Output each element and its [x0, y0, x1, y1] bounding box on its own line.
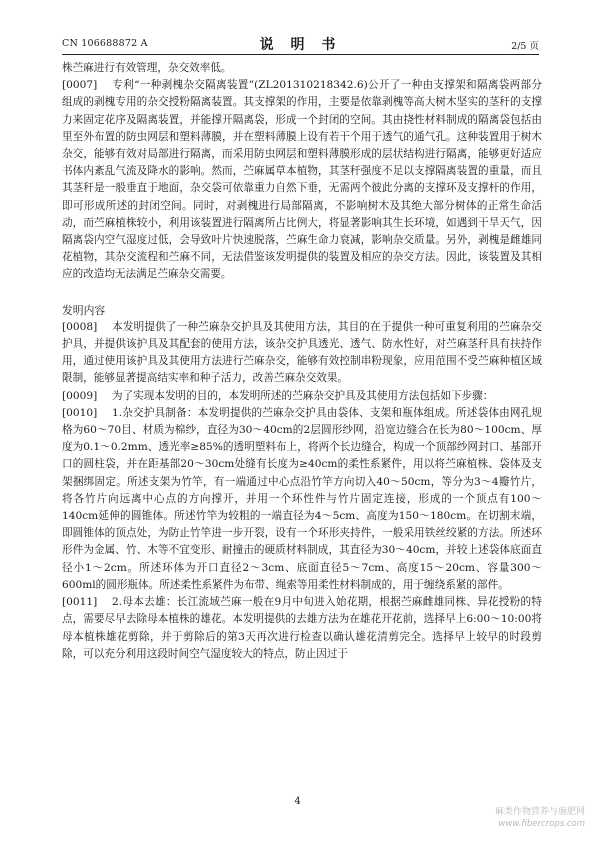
- paragraph-0009: [62, 388, 542, 405]
- watermark-site-name: 麻类作物营养与施肥网: [494, 807, 585, 817]
- paragraph-number: [0010]: [62, 406, 98, 419]
- paragraph-text: 为了实现本发明的目的，本发明所述的苎麻杂交护具及其使用方法包括如下步骤：: [112, 389, 494, 402]
- paragraph-text: 专利“一种剥槐杂交隔离装置”(ZL201310218342.6)公开了一种由支撑架和隔离袋两部分组成的剥槐专用的杂交授粉隔离装置。其支撑架的作用，主要是依靠剥槐等高大树木坚实的茎秆的支撑力来固定花序及隔离装置，并能撑开隔离袋，形成一个封闭的空间。其由挠性材料制成的隔离袋包括由里至外布置的防虫网层和塑料薄膜，并在塑料薄膜上设有若干个用于透气的通气孔。这种装置用于树木杂交，能够有效对局部进行隔离，而采用防虫网层和塑料薄膜形成的层状结构进行隔离，能够更好适应书体内紊乱气流及降水的影响。然而，苎麻属草本植物，其茎秆强度不足以支撑隔离装置的重量，而且其茎秆是一般垂直于地面，杂交袋可依靠重力自然下垂，无需两个彼此分离的支撑环及支撑杆的作用，即可形成所述的封闭空间。同时，对剥槐进行局部隔离，不影响树木及其绝大部分树体的正常生命活动，而苎麻植株较小，利用该装置进行隔离所占比例大，将显著影响其生长环境，如遇到干旱天气，因隔离袋内空气湿度过低，会导致叶片快速脱落，苎麻生命力衰减，影响杂交质量。另外，剥槐是雌雄同花植物，其杂交流程和苎麻不同，无法借鉴该发明提供的装置及相应的杂交方法。因此，该装置及其相应的改造均无法满足苎麻杂交需要。: [62, 79, 542, 281]
- section-heading: 发明内容: [62, 303, 106, 317]
- paragraph-0010: [62, 405, 542, 594]
- paragraph-continuation: [62, 60, 542, 77]
- paragraph-text: 本发明提供了一种苎麻杂交护具及其使用方法，其目的在于提供一种可重复利用的苎麻杂交护具，并提供该护具及其配套的使用方法，该杂交护具透光、透气、防水性好，对苎麻茎秆具有扶持作用，通过使用该护具及其使用方法进行苎麻杂交，能够有效控制串粉现象，应用范围不受苎麻种植区域限制，能够显著提高结实率和种子活力，改善苎麻杂交效果。: [62, 320, 542, 385]
- patent-number: CN 106688872 A: [62, 38, 148, 49]
- watermark-url: www.fibercrops.com: [498, 819, 585, 829]
- paragraph-text: 2.母本去雄：长江流域苎麻一般在9月中旬进入始花期，根据苎麻雌雄同株、异花授粉的特点，需要尽早去除母本植株的雄花。本发明提供的去雄方法为在雄花开花前，选择早上6:00～10:00将母本植株雄花剪除，并于剪除后的第3天再次进行检查以确认雄花清剪完全。选择早上较早的时段剪除，可以充分利用这段时间空气湿度较大的特点，防止因过于: [62, 596, 542, 660]
- page-indicator: 2/5 页: [511, 41, 539, 52]
- paragraph-0008: [62, 319, 542, 388]
- paragraph-0011: [62, 594, 542, 663]
- paragraph-number: [0011]: [62, 596, 98, 609]
- watermark: [495, 806, 585, 830]
- paragraph-number: [0008]: [62, 320, 98, 333]
- paragraph-number: [0007]: [62, 79, 98, 92]
- paragraph-0007: [62, 77, 542, 283]
- page-number: 4: [294, 796, 301, 807]
- paragraph-text: 1.杂交护具制备：本发明提供的苎麻杂交护具由袋体、支架和瓶体组成。所述袋体由网孔规格为60～70目、材质为棉纱，直径为30～40cm的2层圆形纱网，沿宽边缝合在长为80～100cm、厚度为0.1～0.2mm、透光率≥85%的透明塑料布上，将两个长边缝合，构成一个顶部纱网封口、基部开口的圆柱袋，并在距基部20～30cm处缝有长度为≥40cm的柔性系紧件，用以将苎麻植株、袋体及支架捆绑固定。所述支架为竹竿，有一端通过中心点沿竹竿方向切入40～50cm，等分为3～4瓣竹片，将各竹片向远离中心点的方向撑开，并用一个环性件与竹片固定连接，形成的一个顶点有100～140cm延伸的圆锥体。所述竹竿为较粗的一端直径为4～5cm、高度为150～180cm。在切割末端，即圆锥体的顶点处，为防止竹竿进一步开裂，设有一个环形夹持件，一般采用铁丝绞紧的方法。所述环形件为金属、竹、木等不宜变形、耐撞击的硬质材料制成，其直径为30～40cm，并较上述袋体底面直径小1～2cm。所述环体为开口直径2～3cm、底面直径5～7cm、高度15～20cm、容量300～600ml的圆形瓶体。所述柔性系紧件为布带、绳索等用柔性材料制成的，用于缠绕系紧的部件。: [62, 406, 542, 591]
- page-header: [62, 34, 539, 55]
- paragraph-text: 株苎麻进行有效管理，杂交效率低。: [62, 62, 232, 74]
- document-title: 说 明 书: [259, 37, 342, 53]
- paragraph-number: [0009]: [62, 389, 98, 402]
- document-body: [62, 60, 542, 663]
